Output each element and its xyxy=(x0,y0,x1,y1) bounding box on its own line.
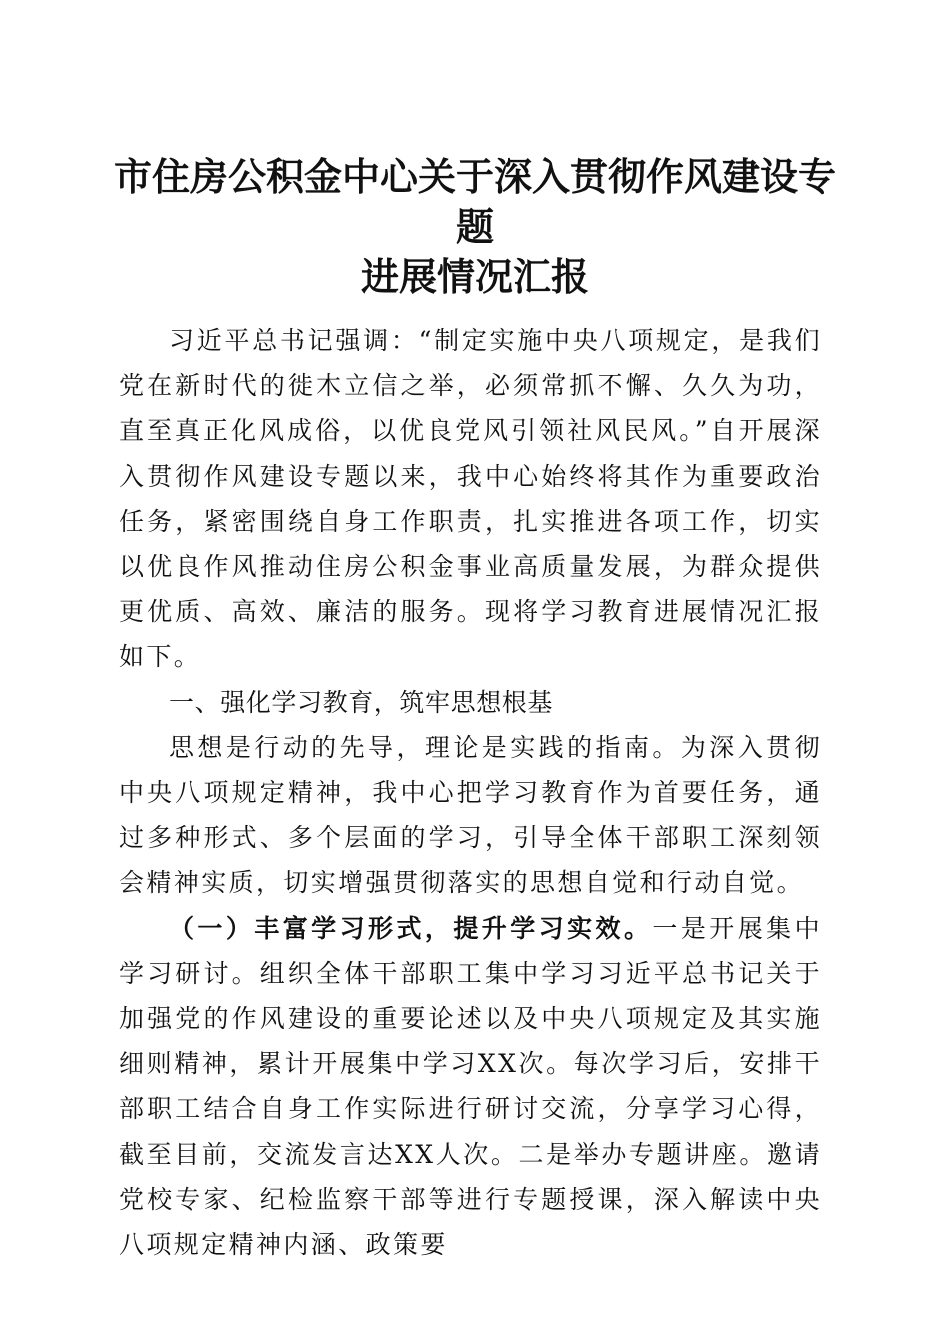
intro-paragraph: 习近平总书记强调：“制定实施中央八项规定，是我们党在新时代的徙木立信之举，必须常抓不懈、久久为功，直至真正化风成俗，以优良党风引领社风民风。”自开展深入贯彻作风建设专题以来，我中心始终将其作为重要政治任务，紧密围绕自身工作职责，扎实推进各项工作，切实以优良作风推动住房公积金事业高质量发展，为群众提供更优质、高效、廉洁的服务。现将学习教育进展情况汇报如下。 xyxy=(119,326,822,672)
title-line-1: 市住房公积金中心关于深入贯彻作风建设专题 xyxy=(113,154,836,249)
subsection-1-text: 一是开展集中学习研讨。组织全体干部职工集中学习习近平总书记关于加强党的作风建设的重要论述以及中央八项规定及其实施细则精神，累计开展集中学习XX次。每次学习后，安排干部职工结合自身工作实际进行研讨交流，分享学习心得，截至目前，交流发言达XX人次。二是举办专题讲座。邀请党校专家、纪检监察干部等进行专题授课，深入解读中央八项规定精神内涵、政策要 xyxy=(119,913,822,1260)
subsection-1-heading: （一）丰富学习形式，提升学习实效。 xyxy=(169,913,653,943)
section-1-paragraph: 思想是行动的先导，理论是实践的指南。为深入贯彻中央八项规定精神，我中心把学习教育作为首要任务，通过多种形式、多个层面的学习，引导全体干部职工深刻领会精神实质，切实增强贯彻落实的思想自觉和行动自觉。 xyxy=(119,732,822,898)
title-line-2: 进展情况汇报 xyxy=(360,254,589,299)
section-1-heading: 一、强化学习教育，筑牢思想根基 xyxy=(169,687,554,717)
document-title xyxy=(110,152,840,302)
subsection-1-paragraph xyxy=(119,906,822,1268)
document-body xyxy=(119,318,822,1267)
